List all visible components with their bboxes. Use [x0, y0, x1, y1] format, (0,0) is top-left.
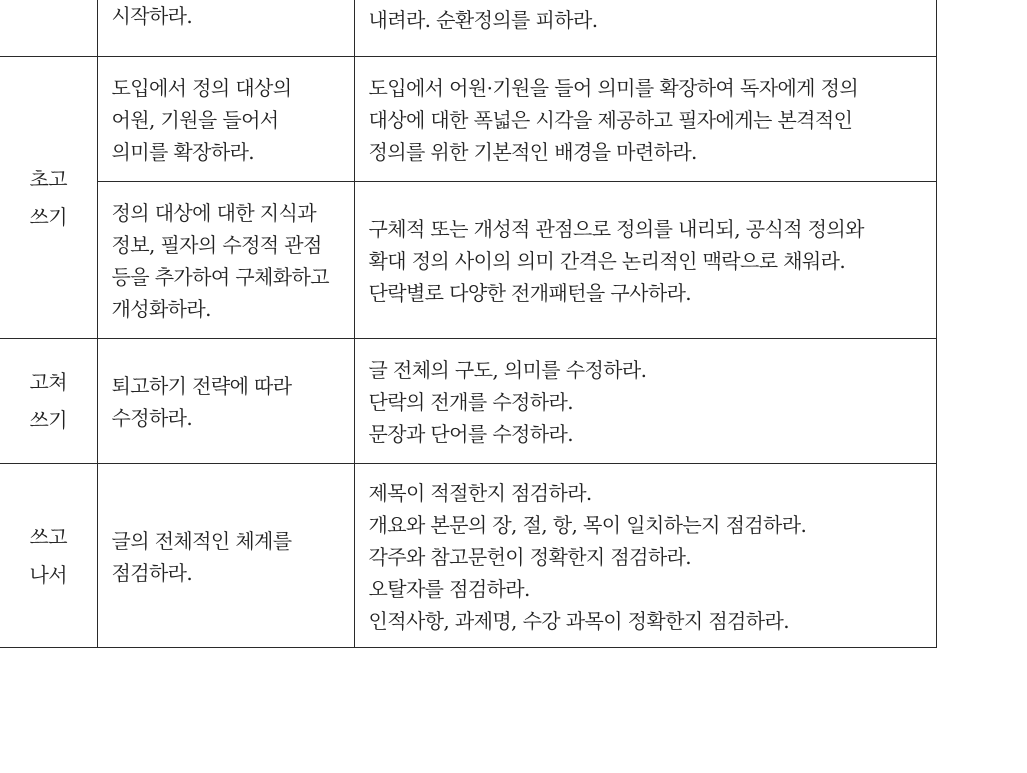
detail-cell: [354, 464, 936, 648]
table-row: [0, 182, 936, 339]
rule-line: 퇴고하기 전략에 따라: [111, 374, 292, 398]
rule-line: 정의 대상에 대한 지식과: [111, 201, 316, 225]
detail-line: 인적사항, 과제명, 수강 과목이 정확한지 점검하라.: [368, 608, 789, 633]
stage-label-line: 초고: [29, 166, 67, 191]
table-row: [0, 57, 936, 182]
stage-cell-draft: [0, 57, 97, 339]
detail-line: 대상에 대한 폭넓은 시각을 제공하고 필자에게는 본격적인: [368, 108, 853, 132]
stage-label-line: 쓰고: [29, 524, 67, 549]
detail-cell: [354, 57, 936, 182]
table-row: [0, 0, 936, 57]
rule-line: 시작하라.: [111, 4, 193, 28]
stage-label-line: 나서: [29, 562, 67, 587]
detail-cell: [354, 0, 936, 57]
rule-line: 수정하라.: [111, 406, 193, 430]
rule-line: 등을 추가하여 구체화하고: [111, 265, 329, 289]
stage-cell-revise: [0, 339, 97, 464]
rule-line: 어원, 기원을 들어서: [111, 108, 279, 132]
rule-line: 도입에서 정의 대상의: [111, 76, 292, 100]
rule-cell: [97, 339, 354, 464]
stage-label-line: 쓰기: [29, 408, 67, 432]
detail-line: 확대 정의 사이의 의미 간격은 논리적인 맥락으로 채워라.: [368, 249, 846, 273]
detail-line: 정의를 위한 기본적인 배경을 마련하라.: [368, 140, 697, 164]
detail-line: 단락별로 다양한 전개패턴을 구사하라.: [368, 281, 692, 305]
table-row: [0, 339, 936, 464]
stage-label-line: 쓰기: [29, 204, 67, 229]
detail-cell: [354, 182, 936, 339]
detail-line: 내려라. 순환정의를 피하라.: [368, 8, 598, 32]
table-row: [0, 464, 936, 648]
detail-line: 글 전체의 구도, 의미를 수정하라.: [368, 358, 647, 382]
rule-line: 점검하라.: [111, 560, 193, 585]
rule-line: 개성화하라.: [111, 297, 211, 321]
detail-line: 구체적 또는 개성적 관점으로 정의를 내리되, 공식적 정의와: [368, 217, 864, 241]
detail-line: 단락의 전개를 수정하라.: [368, 390, 573, 414]
rule-cell: [97, 182, 354, 339]
rule-line: 글의 전체적인 체계를: [111, 528, 292, 553]
rule-cell: [97, 464, 354, 648]
rule-cell: [97, 57, 354, 182]
rule-line: 정보, 필자의 수정적 관점: [111, 233, 322, 257]
detail-line: 도입에서 어원·기원을 들어 의미를 확장하여 독자에게 정의: [368, 76, 859, 100]
rule-line: 의미를 확장하라.: [111, 140, 255, 164]
detail-line: 문장과 단어를 수정하라.: [368, 422, 573, 446]
detail-line: 개요와 본문의 장, 절, 항, 목이 일치하는지 점검하라.: [368, 512, 807, 537]
detail-line: 각주와 참고문헌이 정확한지 점검하라.: [368, 544, 692, 569]
stage-label-line: 고쳐: [29, 370, 67, 394]
detail-line: 오탈자를 점검하라.: [368, 576, 530, 601]
rule-cell: [97, 0, 354, 57]
detail-line: 제목이 적절한지 점검하라.: [368, 480, 592, 505]
stage-cell-empty: [0, 0, 97, 57]
detail-cell: [354, 339, 936, 464]
stage-cell-after: [0, 464, 97, 648]
